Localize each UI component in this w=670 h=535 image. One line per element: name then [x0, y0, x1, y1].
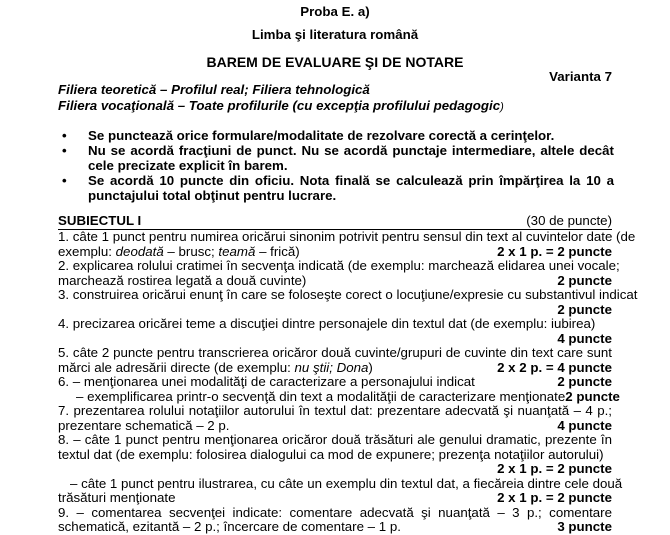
item-line	[58, 332, 612, 347]
rule-text: Se punctează orice formulare/modalitate de rezolvare corectă a cerinţelor.	[88, 128, 555, 143]
item-line	[58, 388, 620, 405]
section-header	[58, 213, 612, 230]
item-line	[58, 317, 612, 332]
item-line	[58, 419, 612, 434]
item-points: 4 puncte	[557, 330, 612, 346]
item-text: 3. construirea oricărui enunţ în care se foloseşte corect o locuţiune/expresie cu substantivul indicat	[58, 287, 638, 302]
item-line	[58, 375, 612, 390]
filiera-text: Filiera vocaţională – Toate profilurile (cu excepţia profilului pedagogic	[58, 98, 501, 113]
item-text: marchează rostirea legată a două cuvinte)	[58, 272, 307, 288]
filiera-line-1: Filiera teoretică – Profilul real; Filiera tehnologică	[58, 82, 370, 97]
item-text: trăsături menţionate	[58, 490, 176, 505]
item-points: 2 x 1 p. = 2 puncte	[497, 461, 612, 476]
item-text: 4. precizarea oricărei teme a discuţiei dintre personajele din textul dat (de exemplu: iubirea)	[58, 316, 596, 331]
item-text: textul dat (de exemplu: folosirea dialogului ca mod de expunere; prezenţa notaţiilor autorului)	[58, 446, 604, 462]
bullet-icon: •	[62, 143, 67, 158]
item-text: 1. câte 1 punct pentru numirea oricărui sinonim potrivit pentru sensul din text al cuvintelor date (de	[58, 229, 636, 244]
item-line	[58, 245, 612, 260]
rule-item	[62, 128, 614, 143]
text: – frică)	[255, 243, 300, 259]
item-points: 2 x 2 p. = 4 puncte	[497, 359, 612, 375]
rule-item	[62, 143, 614, 173]
item-text: 8. – câte 1 punct pentru menţionarea oricăror două trăsături ale genului dramatic, prezente în	[58, 432, 612, 447]
item-line	[58, 491, 612, 506]
bullet-icon: •	[62, 173, 67, 188]
rule-text: Se acordă 10 puncte din oficiu. Nota finală se calculează prin împărţirea la 10 a punctajului total obţinut pentru lucrare.	[88, 173, 614, 203]
item-line	[58, 433, 612, 448]
item-line	[58, 346, 612, 361]
item-line	[58, 258, 620, 274]
item-line	[70, 475, 623, 492]
text: exemplu:	[58, 243, 116, 259]
rule-item	[62, 173, 614, 203]
item-text: schematică, ezitantă – 2 p.; încercare de comentare – 1 p.	[58, 519, 401, 534]
text: nu ştii; Dona	[294, 359, 369, 375]
item-text: – câte 1 punct pentru ilustrarea, cu câte un exemplu din textul dat, a fiecăreia dintre cele două	[70, 475, 623, 491]
item-text: 2. explicarea rolului cratimei în secvenţa indicată (de exemplu: marchează elidarea unei vocale;	[58, 258, 620, 273]
item-line	[58, 274, 612, 289]
text: deodată	[115, 243, 164, 259]
subject-title: Limba şi literatura română	[251, 27, 419, 42]
item-points: 2 puncte	[557, 272, 612, 288]
item-line	[58, 506, 612, 521]
item-text: 6. – menţionarea unei modalităţi de caracterizare a personajului indicat	[58, 374, 475, 389]
text: mărci ale adresării directe (de exemplu:	[58, 359, 295, 375]
item-text: 7. prezentarea rolului notaţiilor autorului în textul dat: prezentare adecvată şi nuanţată – 4 p.;	[58, 403, 612, 418]
item-text	[58, 245, 300, 260]
filiera-end: )	[500, 101, 504, 113]
text: )	[368, 359, 373, 375]
item-points: 2 puncte	[557, 374, 612, 389]
item-points: 2 x 1 p. = 2 puncte	[497, 243, 612, 259]
variant-label: Varianta 7	[549, 69, 612, 84]
item-line	[58, 448, 612, 463]
item-line	[58, 229, 636, 245]
barem-title: BAREM DE EVALUARE ŞI DE NOTARE	[206, 54, 464, 70]
text: teamă	[218, 243, 256, 259]
item-points: 4 puncte	[557, 417, 612, 433]
item-points: 3 puncte	[557, 519, 612, 534]
item-points: 2 puncte	[565, 388, 620, 404]
item-line	[58, 287, 638, 303]
exam-title: Proba E. a)	[300, 4, 370, 19]
text: – brusc;	[163, 243, 219, 259]
bullet-icon: •	[62, 128, 67, 143]
section-points: (30 de puncte)	[526, 213, 612, 228]
item-points: 2 puncte	[557, 301, 612, 317]
rule-text: Nu se acordă fracţiuni de punct. Nu se acordă punctaje intermediare, altele decât cele precizate explicit în barem.	[88, 143, 614, 173]
item-text: – exemplificarea printr-o secvenţă din text a modalităţii de caracterizare menţionate	[76, 388, 566, 404]
item-text: 9. – comentarea secvenţei indicate: comentare adecvată şi nuanţată – 3 p.; comentare	[58, 504, 612, 520]
filiera-line-2	[58, 98, 504, 113]
item-line	[58, 462, 612, 477]
item-line	[58, 361, 612, 376]
item-line	[58, 404, 612, 419]
item-points: 2 x 1 p. = 2 puncte	[497, 490, 612, 505]
section-title: SUBIECTUL I	[58, 213, 142, 228]
item-line	[58, 303, 612, 318]
item-line	[58, 520, 612, 535]
item-text	[58, 361, 373, 376]
item-text: prezentare schematică – 2 p.	[58, 417, 230, 433]
item-text: 5. câte 2 puncte pentru transcrierea oricăror două cuvinte/grupuri de cuvinte din text care sunt	[58, 345, 612, 360]
